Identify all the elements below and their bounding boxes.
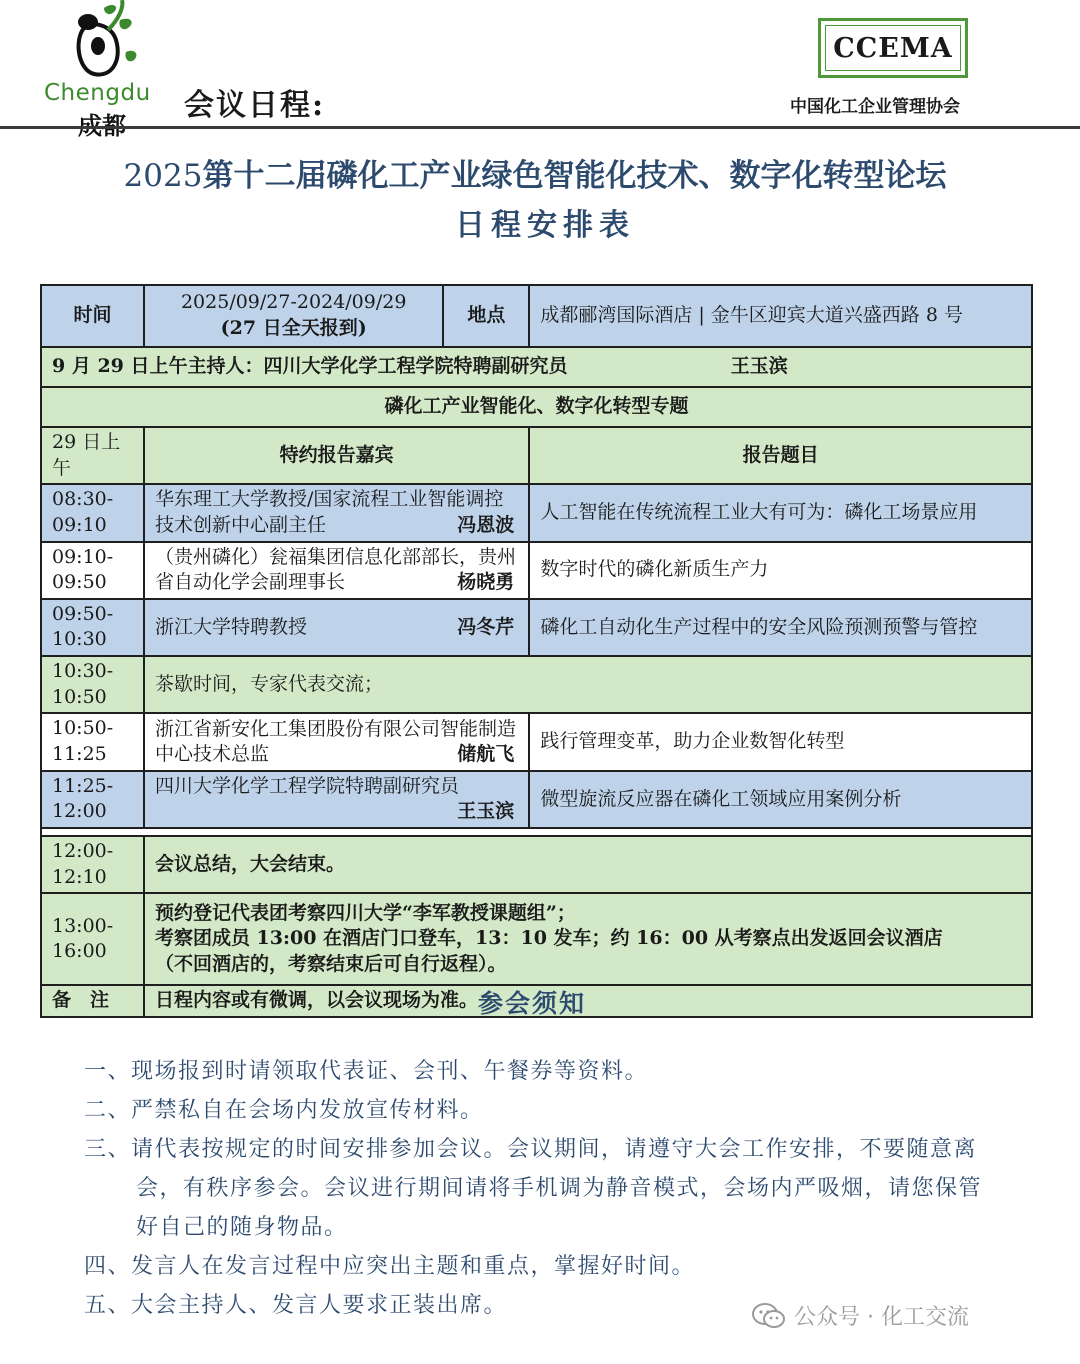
time-label: 时间 bbox=[41, 285, 144, 347]
row-speaker bbox=[144, 542, 529, 599]
panda-icon bbox=[64, 0, 144, 82]
remark-label: 备 注 bbox=[41, 985, 144, 1017]
logo-text-chinese: 成都 bbox=[78, 112, 126, 140]
visit-line-3: （不回酒店的，考察结束后可自行返程）。 bbox=[154, 953, 507, 976]
forum-year: 2025 bbox=[123, 158, 203, 194]
col-title: 报告题目 bbox=[529, 427, 1032, 484]
col-session: 29 日上午 bbox=[41, 427, 144, 484]
ccema-logo-text: CCEMA bbox=[825, 25, 961, 71]
row-time: 09:10-09:50 bbox=[41, 542, 144, 599]
notice-item: 五、大会主持人、发言人要求正装出席。 bbox=[84, 1293, 508, 1318]
closing-text: 会议总结，大会结束。 bbox=[144, 836, 1032, 893]
row-speaker bbox=[144, 713, 529, 770]
row-speaker bbox=[144, 484, 529, 541]
notice-item: 四、发言人在发言过程中应突出主题和重点，掌握好时间。 bbox=[84, 1254, 696, 1279]
row-title: 磷化工自动化生产过程中的安全风险预测预警与管控 bbox=[529, 599, 1032, 656]
info-row bbox=[41, 285, 1032, 347]
watermark-text: 公众号 · 化工交流 bbox=[794, 1305, 969, 1330]
org-name: 中国化工企业管理协会 bbox=[790, 97, 960, 117]
speaker-affiliation: （贵州磷化）瓮福集团信息化部部长，贵州省自动化学会副理事长 bbox=[154, 545, 516, 594]
row-time: 11:25-12:00 bbox=[41, 771, 144, 828]
table-row bbox=[41, 484, 1032, 541]
page-heading: 会议日程: bbox=[184, 88, 326, 123]
topic-row bbox=[41, 387, 1032, 427]
remark-text: 日程内容或有微调，以会议现场为准。 bbox=[144, 985, 1032, 1017]
notice-title: 参会须知 bbox=[477, 989, 586, 1018]
row-time: 10:30-10:50 bbox=[41, 656, 144, 713]
forum-title bbox=[0, 150, 1070, 195]
column-header-row bbox=[41, 427, 1032, 484]
row-title: 微型旋流反应器在磷化工领域应用案例分析 bbox=[529, 771, 1032, 828]
break-text: 茶歇时间，专家代表交流； bbox=[144, 656, 1032, 713]
row-speaker bbox=[144, 771, 529, 828]
speaker-name: 冯恩波 bbox=[457, 513, 515, 536]
visit-line-1: 预约登记代表团考察四川大学“李军教授课题组”； bbox=[154, 901, 576, 924]
place-label: 地点 bbox=[443, 285, 529, 347]
speaker-affiliation: 浙江大学特聘教授 bbox=[154, 615, 307, 638]
speaker-affiliation: 四川大学化学工程学院特聘副研究员 bbox=[154, 774, 459, 797]
notice-list bbox=[84, 1052, 1004, 1325]
row-time: 13:00-16:00 bbox=[41, 893, 144, 985]
table-row bbox=[41, 656, 1032, 713]
schedule-subtitle: 日程安排表 bbox=[455, 208, 635, 243]
speaker-affiliation: 浙江省新安化工集团股份有限公司智能制造中心技术总监 bbox=[154, 717, 516, 766]
notice-item: 二、严禁私自在会场内发放宣传材料。 bbox=[84, 1098, 484, 1123]
speaker-name: 杨晓勇 bbox=[457, 571, 515, 594]
table-row bbox=[41, 713, 1032, 770]
place-value: 成都郦湾国际酒店 | 金牛区迎宾大道兴盛西路 8 号 bbox=[529, 285, 1032, 347]
notice-item: 三、请代表按规定的时间安排参加会议。会议期间，请遵守大会工作安排，不要随意离会，有秩序参会。会议进行期间请将手机调为静音模式，会场内严吸烟，请您保管好自己的随身物品。 bbox=[84, 1137, 983, 1240]
row-time: 08:30-09:10 bbox=[41, 484, 144, 541]
col-speaker: 特约报告嘉宾 bbox=[144, 427, 529, 484]
speaker-name: 王玉滨 bbox=[457, 800, 515, 823]
row-title: 人工智能在传统流程工业大有可为：磷化工场景应用 bbox=[529, 484, 1032, 541]
ccema-logo bbox=[818, 18, 968, 78]
table-row bbox=[41, 542, 1032, 599]
host-cell bbox=[41, 347, 1032, 387]
forum-name: 第十二届磷化工产业绿色智能化技术、数字化转型论坛 bbox=[202, 158, 947, 194]
header-divider bbox=[0, 126, 1080, 129]
closing-row bbox=[41, 836, 1032, 893]
visit-text bbox=[144, 893, 1032, 985]
host-name: 王玉滨 bbox=[730, 355, 788, 378]
visit-row bbox=[41, 893, 1032, 985]
notice-item: 一、现场报到时请领取代表证、会刊、午餐券等资料。 bbox=[84, 1059, 649, 1084]
spacer-row bbox=[41, 828, 1032, 836]
speaker-name: 冯冬芹 bbox=[457, 615, 515, 638]
row-time: 10:50-11:25 bbox=[41, 713, 144, 770]
table-row bbox=[41, 771, 1032, 828]
row-title: 践行管理变革，助力企业数智化转型 bbox=[529, 713, 1032, 770]
row-time: 12:00-12:10 bbox=[41, 836, 144, 893]
row-time: 09:50-10:30 bbox=[41, 599, 144, 656]
host-row bbox=[41, 347, 1032, 387]
wechat-icon bbox=[752, 1302, 786, 1330]
topic-cell: 磷化工产业智能化、数字化转型专题 bbox=[41, 387, 1032, 427]
table-row bbox=[41, 599, 1032, 656]
registration-note: (27 日全天报到) bbox=[220, 317, 367, 339]
date-range: 2025/09/27-2024/09/29 bbox=[180, 291, 407, 314]
visit-line-2: 考察团成员 13:00 在酒店门口登车，13：10 发车；约 16：00 从考察点出发返回会议酒店 bbox=[154, 927, 943, 950]
speaker-affiliation: 华东理工大学教授/国家流程工业智能调控技术创新中心副主任 bbox=[154, 488, 504, 537]
row-title: 数字时代的磷化新质生产力 bbox=[529, 542, 1032, 599]
watermark bbox=[752, 1300, 969, 1331]
chengdu-logo bbox=[40, 0, 160, 140]
logo-text-english: Chengdu bbox=[44, 80, 151, 106]
host-line: 9 月 29 日上午主持人：四川大学化学工程学院特聘副研究员 bbox=[52, 355, 568, 378]
schedule-table bbox=[40, 284, 1033, 1018]
row-speaker bbox=[144, 599, 529, 656]
time-value bbox=[144, 285, 444, 347]
speaker-name: 储航飞 bbox=[457, 742, 515, 765]
